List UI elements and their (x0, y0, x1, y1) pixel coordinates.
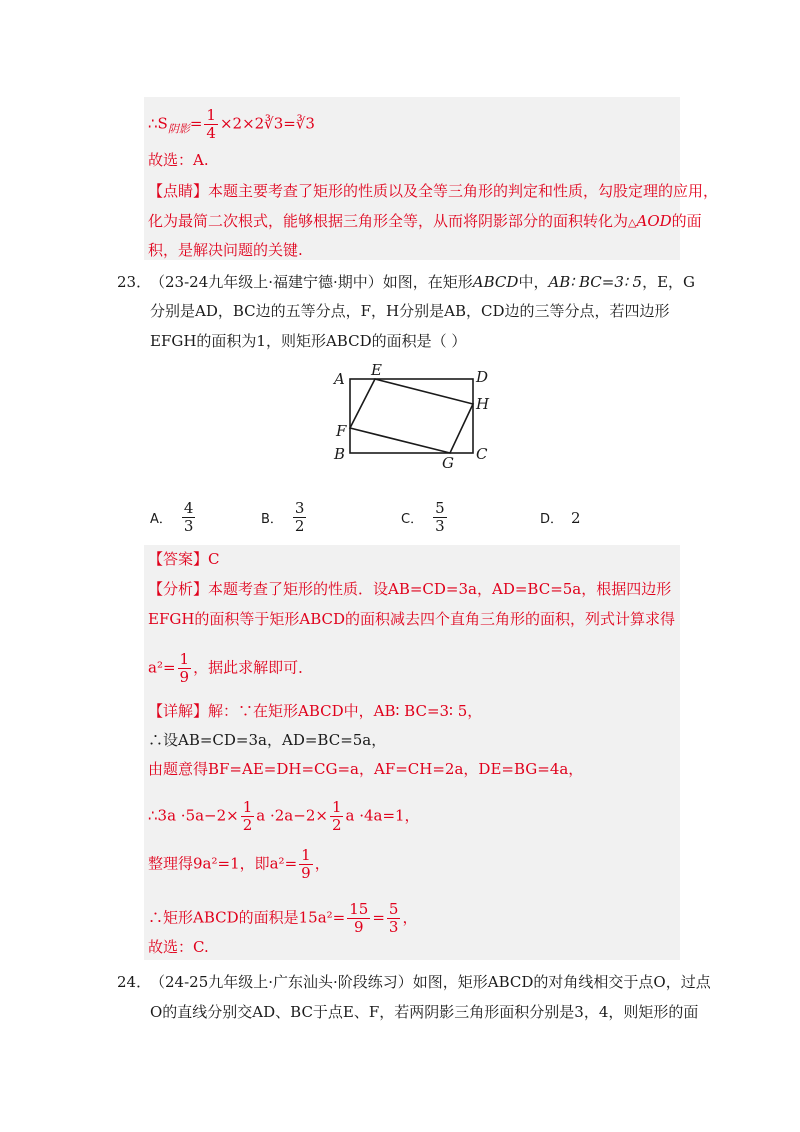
label-e: E (371, 362, 382, 379)
detail-line-3: 由题意得BF=AE=DH=CG=a，AF=CH=2a，DE=BG=4a， (148, 760, 584, 778)
fraction: $\frac{5}{3}$ (388, 900, 399, 936)
detail-line-4: ∴3a ·5a−2× $\frac{1}{2}$ a ·2a−2× $\frac{1}{2}$ a ·4a=1， (148, 798, 420, 834)
label-f: F (336, 422, 347, 440)
detail-line-2: ∴设AB=CD=3a，AD=BC=5a， (148, 731, 387, 749)
detail-line-6: ∴矩形ABCD的面积是15a²= $\frac{15}{9}$ = $\frac{5}{3}$ ， (148, 900, 418, 936)
fraction: $\frac{15}{9}$ (349, 900, 369, 936)
option-c[interactable]: C． $\frac{5}{3}$ (401, 499, 445, 535)
fraction: $\frac{1}{9}$ (179, 650, 190, 686)
solution-box-prev (144, 97, 719, 260)
question-23-line-1: （23-24九年级上·福建宁德·期中）如图，在矩形ABCD中，AB∶ BC=3∶ 5，E，G (150, 273, 696, 291)
fraction: $\frac{1}{2}$ (242, 798, 253, 834)
answer-label: 【答案】C (148, 550, 220, 568)
fraction: $\frac{1}{9}$ (301, 846, 311, 882)
detail-line-1: 【详解】解：∵在矩形ABCD中，AB∶ BC=3∶ 5， (148, 702, 483, 720)
analysis-line-3: a²= $\frac{1}{9}$ ，据此求解即可． (148, 650, 314, 686)
option-c-fraction: $\frac{5}{3}$ (435, 499, 445, 535)
label-a: A (334, 370, 345, 388)
question-23-number: 23． (117, 273, 152, 291)
area-formula: $\therefore S_{阴影}=$ $\frac{1}{4}$ ×2×2∛3=∛3 (148, 106, 315, 142)
analysis-line-2: EFGH的面积等于矩形ABCD的面积减去四个直角三角形的面积，列式计算求得 (148, 610, 676, 628)
option-b[interactable]: B． $\frac{3}{2}$ (261, 499, 305, 535)
question-24-line-2: O的直线分别交AD、BC于点E、F，若两阴影三角形面积分别是3，4，则矩形的面 (150, 1003, 699, 1021)
option-a-fraction: $\frac{4}{3}$ (183, 499, 194, 535)
answer-choice: 故选：A. (148, 151, 209, 169)
analysis-line-1: 【分析】本题考查了矩形的性质．设AB=CD=3a，AD=BC=5a，根据四边形 (148, 580, 672, 598)
solution-box-23 (144, 545, 680, 960)
fraction: $\frac{1}{4}$ (206, 106, 216, 142)
final-answer: 故选：C. (148, 938, 209, 956)
quadrilateral-efgh (350, 379, 473, 453)
rectangle-figure (330, 362, 500, 472)
fraction: $\frac{1}{2}$ (331, 798, 342, 834)
comment-line-1: 【点睛】本题主要考查了矩形的性质以及全等三角形的判定和性质，勾股定理的应用， (148, 182, 719, 200)
detail-line-5: 整理得9a²=1，即a²= $\frac{1}{9}$ ， (148, 846, 330, 882)
question-24-number: 24． (117, 973, 152, 991)
comment-line-3: 积，是解决问题的关键. (148, 241, 303, 259)
label-b: B (334, 445, 346, 463)
label-h: H (476, 395, 490, 413)
label-g: G (442, 454, 454, 472)
comment-line-2: 化为最简二次根式，能够根据三角形全等，从而将阴影部分的面积转化为△AOD的面 (148, 212, 702, 230)
option-a[interactable]: A． $\frac{4}{3}$ (150, 499, 194, 535)
question-23-line-3: EFGH的面积为1，则矩形ABCD的面积是（ ） (150, 332, 467, 350)
label-c: C (476, 445, 488, 463)
option-b-fraction: $\frac{3}{2}$ (294, 499, 305, 535)
question-23-line-2: 分别是AD，BC边的五等分点，F，H分别是AB，CD边的三等分点，若四边形 (150, 302, 670, 320)
label-d: D (476, 368, 489, 386)
option-d[interactable]: D． 2 (540, 508, 581, 527)
question-24-line-1: （24-25九年级上·广东汕头·阶段练习）如图，矩形ABCD的对角线相交于点O，过点 (150, 973, 711, 991)
